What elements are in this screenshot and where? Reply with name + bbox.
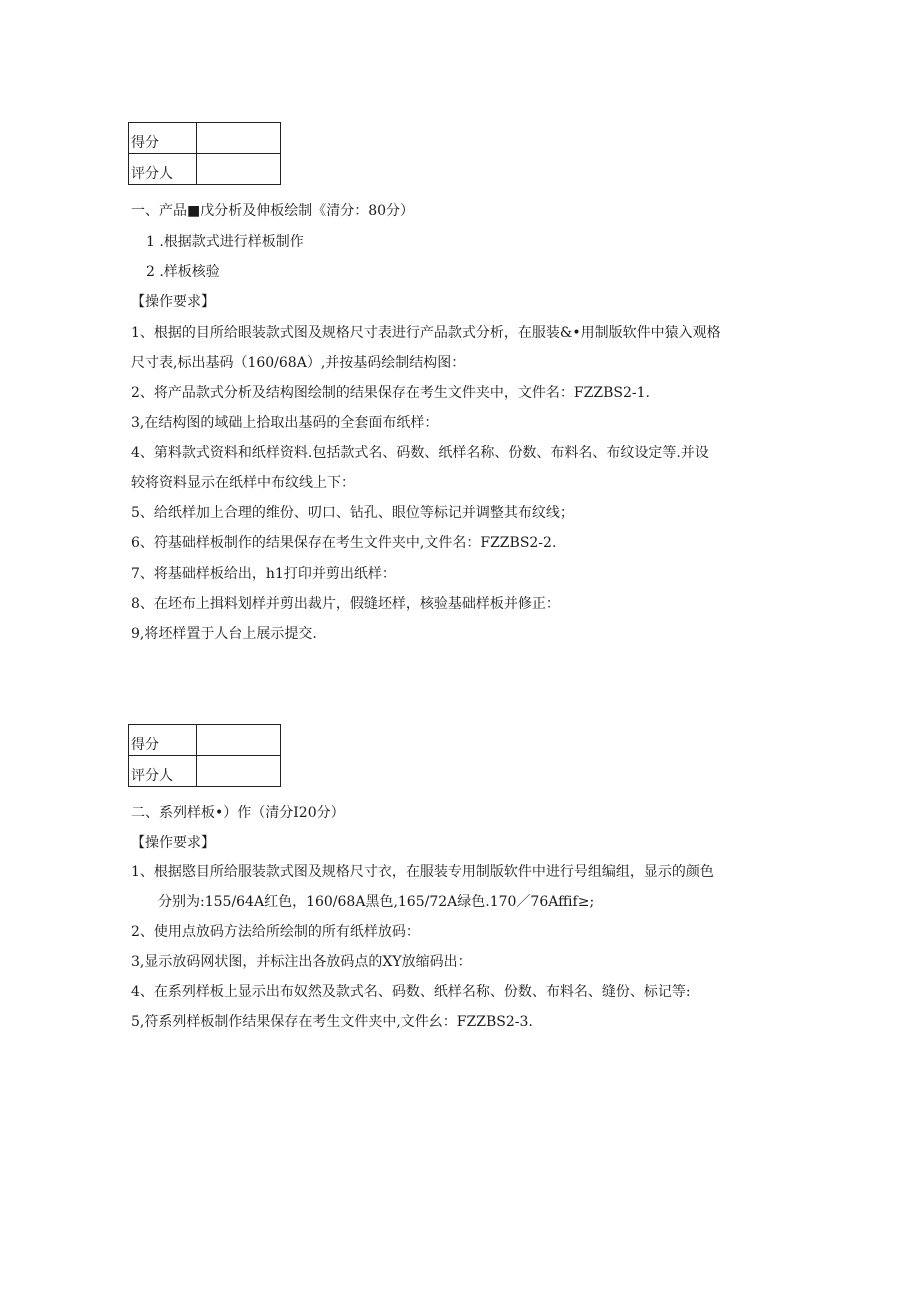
section2-line: 3,显示放码网状图，并标注出各放码点的XY放缩码出： xyxy=(131,954,472,970)
grader-label: 评分人 xyxy=(129,154,197,185)
section1-line: 8、在坯布上揖料划样并剪出裁片，假缝坯样，核验基础样板并修正： xyxy=(131,596,560,612)
grader-row xyxy=(129,756,281,787)
section1-line: 9,将坯样置于人台上展示提交. xyxy=(131,626,317,642)
grader-value-cell[interactable] xyxy=(197,756,281,787)
section2-title: 二、系列样板•）作（清分I20分） xyxy=(131,805,345,821)
section1-line: 较将资料显示在纸样中布纹线上下： xyxy=(131,475,355,491)
grader-row xyxy=(129,154,281,185)
score-table-2 xyxy=(128,724,281,787)
grader-value-cell[interactable] xyxy=(197,154,281,185)
score-value-cell[interactable] xyxy=(197,123,281,154)
section1-line: 7、将基础样板给出，h1打印并剪出纸样： xyxy=(131,566,396,582)
section1-line: 6、符基础样板制作的结果保存在考生文件夹中,文件名：FZZBS2-2. xyxy=(131,535,557,551)
grader-label: 评分人 xyxy=(129,756,197,787)
section2-line: 5,符系列样板制作结果保存在考生文件夹中,文件幺：FZZBS2-3. xyxy=(131,1014,533,1030)
score-row xyxy=(129,725,281,756)
section1-subitem-2: 2 .样板核验 xyxy=(146,264,220,280)
score-label: 得分 xyxy=(129,725,197,756)
section1-req-heading: 【操作要求】 xyxy=(131,294,215,310)
section1-line: 尺寸表,标出基码（160/68A）,并按基码绘制结构图： xyxy=(131,355,466,371)
section1-subitem-1: 1 .根据款式进行样板制作 xyxy=(146,234,304,250)
section2-line: 分别为:155/64A红色，160/68A黑色,165/72A绿色.170／76Affif≥; xyxy=(158,894,595,910)
section1-title: 一、产品■戊分析及伸板绘制《清分：80分） xyxy=(131,203,415,219)
score-label: 得分 xyxy=(129,123,197,154)
section2-line: 1、根据愍目所给服装款式图及规格尺寸衣，在服装专用制版软件中进行号组编组，显示的颜色 xyxy=(131,864,714,880)
section1-line: 5、给纸样加上合理的维份、叨口、钻孔、眼位等标记并调整其布纹线； xyxy=(131,505,574,521)
section1-line: 1、根据的目所给眼装款式图及规格尺寸表进行产品款式分析，在服装&•用制版软件中猿入观格 xyxy=(131,325,721,341)
section1-line: 2、将产品款式分析及结构图绘制的结果保存在考生文件夹中，文件名：FZZBS2-1. xyxy=(131,385,650,401)
score-value-cell[interactable] xyxy=(197,725,281,756)
section2-req-heading: 【操作要求】 xyxy=(131,835,215,851)
score-table-1 xyxy=(128,122,281,185)
section1-line: 3,在结构图的域础上拾取出基码的全套面布纸样： xyxy=(131,415,439,431)
score-row xyxy=(129,123,281,154)
section2-line: 4、在系列样板上显示出布奴然及款式名、码数、纸样名称、份数、布料名、缝份、标记等: xyxy=(131,984,691,1000)
section2-line: 2、使用点放码方法给所绘制的所有纸样放码： xyxy=(131,924,420,940)
section1-line: 4、第料款式资料和纸样资料.包括款式名、码数、纸样名称、份数、布料名、布纹设定等.并设 xyxy=(131,445,709,461)
